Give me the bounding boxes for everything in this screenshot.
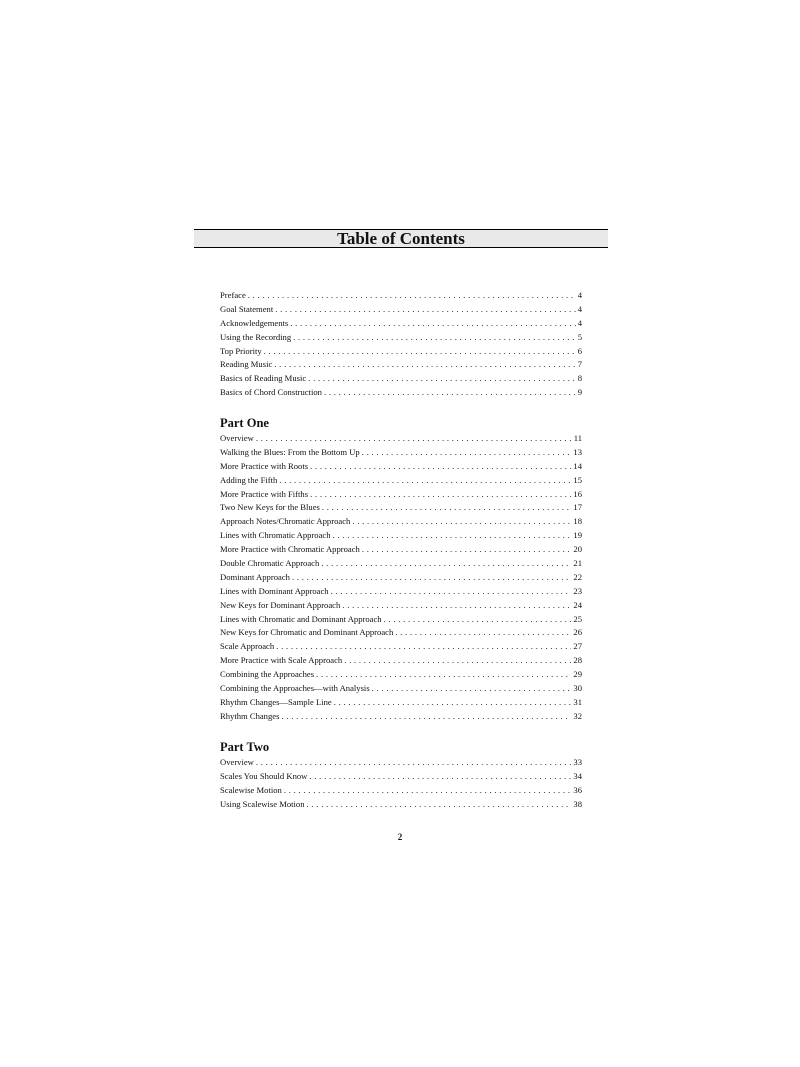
toc-leader-dots (334, 696, 572, 710)
toc-entry (220, 585, 582, 599)
toc-entry-page: 20 (573, 544, 582, 555)
toc-entry-label: More Practice with Chromatic Approach (220, 544, 360, 555)
toc-entry-page: 21 (573, 558, 582, 569)
toc-entry-page: 22 (573, 571, 582, 582)
toc-entry (220, 515, 582, 529)
toc-entry (220, 668, 582, 682)
toc-entry-label: Double Chromatic Approach (220, 558, 320, 569)
toc-entry (220, 289, 582, 303)
toc-entry-label: Combining the Approaches—with Analysis (220, 683, 370, 694)
toc-entry-label: Using the Recording (220, 331, 292, 342)
toc-leader-dots (256, 432, 572, 446)
toc-entry-page: 4 (577, 317, 582, 328)
toc-entry-label: Lines with Chromatic and Dominant Approach (220, 613, 382, 624)
toc-entry-label: Approach Notes/Chromatic Approach (220, 516, 351, 527)
toc-entry-label: Dominant Approach (220, 571, 290, 582)
toc-entry-label: More Practice with Roots (220, 460, 309, 471)
toc-leader-dots (293, 331, 576, 345)
toc-entry-label: Basics of Reading Music (220, 373, 307, 384)
toc-entry-label: Walking the Blues: From the Bottom Up (220, 446, 360, 457)
part-two-heading: Part Two (220, 740, 270, 754)
toc-entry-page: 38 (573, 798, 582, 809)
toc-entry-page: 36 (573, 784, 582, 795)
toc-entry-page: 30 (573, 683, 582, 694)
toc-entry-label: More Practice with Fifths (220, 488, 309, 499)
toc-leader-dots (307, 798, 572, 812)
page-title: Table of Contents (337, 229, 465, 248)
toc-leader-dots (281, 710, 571, 724)
toc-entry-label: Preface (220, 290, 246, 300)
toc-entry-page: 4 (577, 290, 582, 300)
toc-leader-dots (352, 515, 571, 529)
toc-entry-page: 28 (573, 655, 582, 666)
toc-leader-dots (248, 289, 576, 303)
toc-entry-page: 13 (573, 446, 582, 457)
toc-leader-dots (256, 756, 572, 770)
toc-leader-dots (333, 529, 572, 543)
toc-entry-page: 9 (577, 387, 582, 398)
toc-entry-page: 4 (577, 303, 582, 314)
toc-entry (220, 529, 582, 543)
toc-entry-page: 33 (573, 757, 582, 767)
toc-leader-dots (324, 386, 576, 400)
toc-entry-page: 17 (573, 502, 582, 513)
toc-entry-page: 23 (573, 585, 582, 596)
toc-title-bar (194, 229, 608, 248)
toc-entry (220, 770, 582, 784)
toc-entry (220, 599, 582, 613)
toc-entry-label: Combining the Approaches (220, 669, 315, 680)
toc-entry-label: Overview (220, 757, 254, 767)
toc-entry-label: Scale Approach (220, 641, 275, 652)
toc-entry (220, 446, 582, 460)
toc-entry (220, 432, 582, 446)
toc-entry-page: 34 (573, 770, 582, 781)
toc-entry-page: 15 (573, 474, 582, 485)
toc-entry (220, 317, 582, 331)
toc-leader-dots (342, 599, 571, 613)
toc-leader-dots (274, 358, 575, 372)
toc-entry-page: 26 (573, 627, 582, 638)
toc-entry-label: Top Priority (220, 345, 262, 356)
toc-entry (220, 696, 582, 710)
toc-entry-label: Basics of Chord Construction (220, 387, 322, 398)
toc-entry (220, 460, 582, 474)
toc-entry (220, 626, 582, 640)
toc-entry (220, 557, 582, 571)
toc-entry-label: Acknowledgements (220, 317, 289, 328)
toc-leader-dots (276, 640, 571, 654)
toc-entry (220, 784, 582, 798)
toc-leader-dots (362, 446, 572, 460)
toc-entry-label: Reading Music (220, 359, 273, 370)
toc-entry-label: Lines with Dominant Approach (220, 585, 329, 596)
toc-entry-page: 19 (573, 530, 582, 541)
toc-entry-label: More Practice with Scale Approach (220, 655, 343, 666)
toc-entry (220, 640, 582, 654)
toc-leader-dots (308, 372, 576, 386)
toc-intro-section (220, 289, 582, 400)
toc-entry-label: Rhythm Changes (220, 710, 280, 721)
toc-part-one-section (220, 432, 582, 724)
toc-leader-dots (321, 557, 571, 571)
toc-entry-label: Overview (220, 433, 254, 443)
toc-entry (220, 331, 582, 345)
toc-entry (220, 474, 582, 488)
toc-entry-page: 24 (573, 599, 582, 610)
toc-entry-page: 5 (577, 331, 582, 342)
toc-leader-dots (344, 654, 571, 668)
toc-entry (220, 571, 582, 585)
toc-entry (220, 488, 582, 502)
part-one-heading: Part One (220, 416, 269, 430)
toc-entry (220, 756, 582, 770)
toc-entry-page: 27 (573, 641, 582, 652)
toc-entry-page: 11 (573, 433, 582, 443)
toc-entry (220, 613, 582, 627)
toc-leader-dots (331, 585, 572, 599)
toc-leader-dots (284, 784, 572, 798)
toc-leader-dots (264, 345, 576, 359)
toc-entry (220, 372, 582, 386)
toc-entry-label: Two New Keys for the Blues (220, 502, 320, 513)
toc-leader-dots (322, 501, 572, 515)
toc-entry-label: Rhythm Changes—Sample Line (220, 696, 332, 707)
toc-leader-dots (310, 488, 571, 502)
toc-entry-label: Adding the Fifth (220, 474, 278, 485)
toc-leader-dots (316, 668, 571, 682)
toc-leader-dots (275, 303, 575, 317)
page-number: 2 (397, 832, 403, 842)
toc-part-two-section (220, 756, 582, 812)
toc-entry-label: New Keys for Dominant Approach (220, 599, 341, 610)
toc-entry (220, 345, 582, 359)
toc-leader-dots (310, 460, 571, 474)
toc-entry-page: 18 (573, 516, 582, 527)
toc-entry-page: 7 (577, 359, 582, 370)
toc-entry-page: 29 (573, 669, 582, 680)
toc-entry (220, 358, 582, 372)
toc-entry-label: Lines with Chromatic Approach (220, 530, 331, 541)
toc-entry-page: 16 (573, 488, 582, 499)
toc-entry-page: 25 (573, 613, 582, 624)
toc-entry (220, 303, 582, 317)
toc-entry-page: 31 (573, 696, 582, 707)
toc-entry (220, 386, 582, 400)
toc-entry (220, 710, 582, 724)
toc-leader-dots (309, 770, 571, 784)
toc-leader-dots (372, 682, 572, 696)
toc-entry (220, 501, 582, 515)
toc-leader-dots (290, 317, 575, 331)
toc-entry-label: New Keys for Chromatic and Dominant Approach (220, 627, 394, 638)
toc-entry-label: Scales You Should Know (220, 770, 308, 781)
toc-entry-page: 6 (577, 345, 582, 356)
toc-entry-page: 14 (573, 460, 582, 471)
toc-entry-page: 32 (573, 710, 582, 721)
toc-entry (220, 798, 582, 812)
toc-leader-dots (279, 474, 571, 488)
toc-leader-dots (362, 543, 572, 557)
toc-leader-dots (395, 626, 571, 640)
toc-leader-dots (384, 613, 572, 627)
toc-entry-label: Goal Statement (220, 303, 274, 314)
toc-entry (220, 543, 582, 557)
toc-entry (220, 682, 582, 696)
toc-leader-dots (292, 571, 571, 585)
toc-entry-label: Scalewise Motion (220, 784, 282, 795)
toc-entry-label: Using Scalewise Motion (220, 798, 305, 809)
toc-entry-page: 8 (577, 373, 582, 384)
toc-entry (220, 654, 582, 668)
